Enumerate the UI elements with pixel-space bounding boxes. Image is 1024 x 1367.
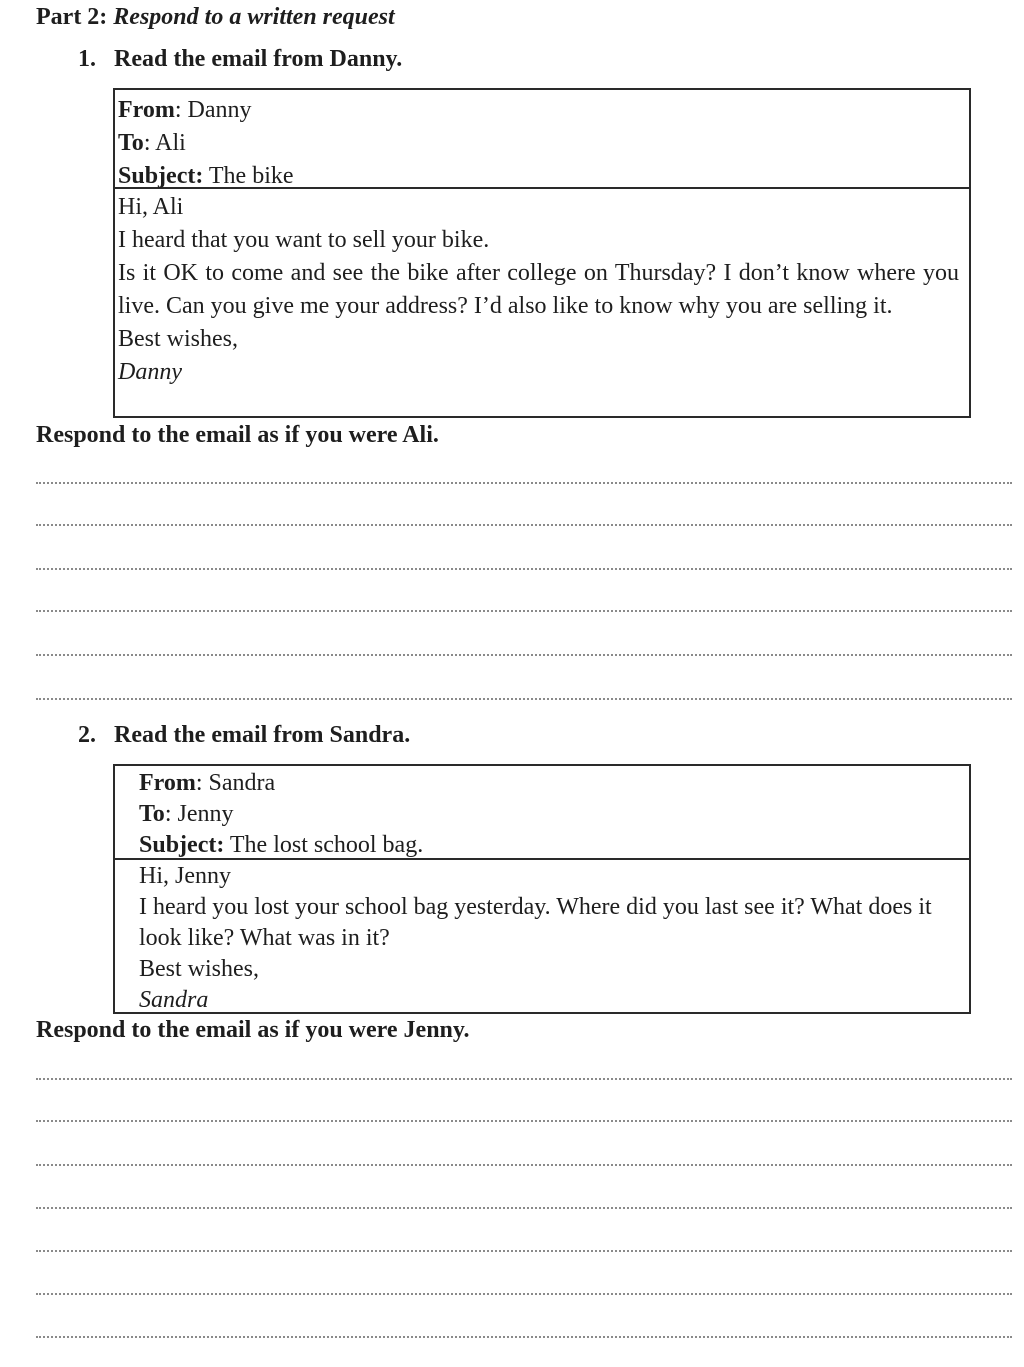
answer-line[interactable] — [36, 1250, 1012, 1252]
email-closing: Best wishes, — [139, 956, 259, 982]
email-greeting: Hi, Ali — [118, 194, 184, 220]
subject-label: Subject: — [118, 163, 204, 189]
email-box-danny — [113, 88, 971, 418]
from-value: : Sandra — [195, 770, 276, 796]
question-1-title — [78, 44, 402, 74]
email-subject-line — [139, 830, 969, 861]
email-body — [115, 860, 969, 1016]
respond-instruction-2: Respond to the email as if you were Jenny. — [36, 1017, 470, 1043]
from-value: : Danny — [174, 97, 252, 123]
from-label: From — [118, 97, 175, 123]
question-instruction: Read the email from Danny. — [114, 46, 403, 72]
email-signature: Danny — [118, 359, 182, 385]
email-to-line — [118, 127, 969, 160]
email-paragraph: I heard that you want to sell your bike. — [118, 227, 490, 253]
question-number: 2. — [78, 722, 96, 748]
email-paragraph: I heard you lost your school bag yesterday. Where did you last see it? What does it look like? What was in it? — [139, 894, 932, 951]
email-closing: Best wishes, — [118, 326, 238, 352]
question-number: 1. — [78, 46, 96, 72]
answer-line[interactable] — [36, 1164, 1012, 1166]
question-instruction: Read the email from Sandra. — [114, 722, 411, 748]
answer-line[interactable] — [36, 1336, 1012, 1338]
email-header — [115, 766, 969, 860]
from-label: From — [139, 770, 196, 796]
email-from-line — [118, 94, 969, 127]
answer-line[interactable] — [36, 1120, 1012, 1122]
email-signature: Sandra — [139, 987, 209, 1013]
answer-line[interactable] — [36, 1207, 1012, 1209]
answer-line[interactable] — [36, 654, 1012, 656]
subject-label: Subject: — [139, 832, 225, 858]
answer-line[interactable] — [36, 1078, 1012, 1080]
email-box-sandra — [113, 764, 971, 1014]
email-from-line — [139, 768, 969, 799]
part-label: Part 2: — [36, 4, 108, 30]
answer-line[interactable] — [36, 1293, 1012, 1295]
answer-line[interactable] — [36, 698, 1012, 700]
subject-value: The lost school bag. — [224, 832, 424, 858]
to-value: : Jenny — [164, 801, 234, 827]
email-to-line — [139, 799, 969, 830]
to-label: To — [118, 130, 144, 156]
part-title — [36, 2, 395, 32]
email-header — [115, 90, 969, 189]
to-value: : Ali — [143, 130, 186, 156]
to-label: To — [139, 801, 165, 827]
answer-line[interactable] — [36, 524, 1012, 526]
email-greeting: Hi, Jenny — [139, 863, 231, 889]
answer-line[interactable] — [36, 568, 1012, 570]
answer-line[interactable] — [36, 610, 1012, 612]
answer-line[interactable] — [36, 482, 1012, 484]
email-body — [115, 189, 969, 389]
question-2-title — [78, 720, 410, 750]
email-paragraph: Is it OK to come and see the bike after college on Thursday? I don’t know where you live. Can you give me your address? I’d also like to know why you are selling it. — [118, 260, 959, 319]
part-heading: Respond to a written request — [113, 4, 395, 30]
subject-value: The bike — [203, 163, 294, 189]
respond-instruction-1: Respond to the email as if you were Ali. — [36, 422, 439, 448]
